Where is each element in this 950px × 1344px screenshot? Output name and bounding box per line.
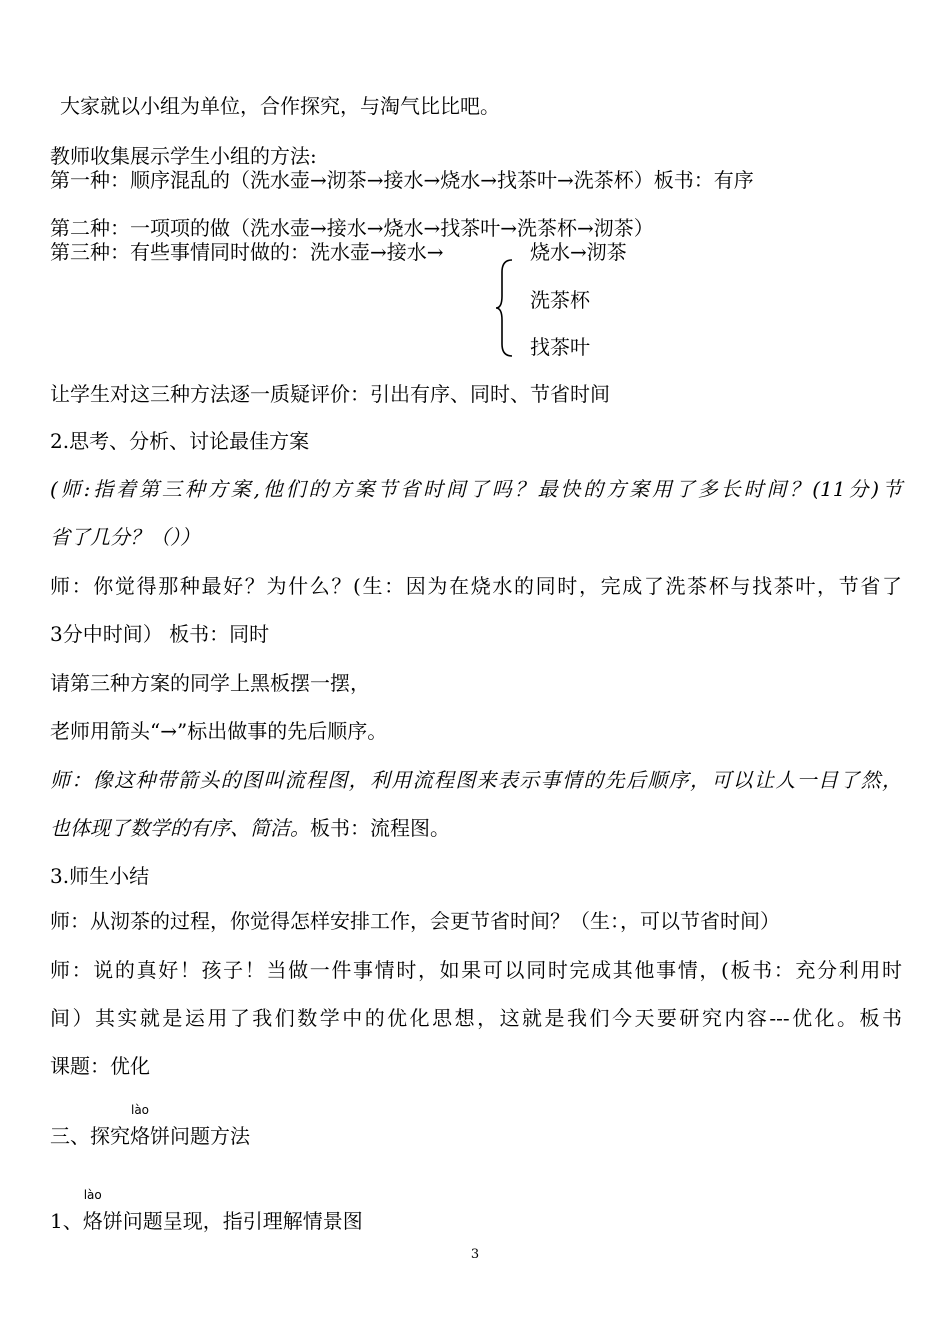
curly-brace-icon: [494, 258, 516, 358]
section-heading-3: 3.师生小结: [50, 864, 150, 888]
branch-boil-water: 烧水→沏茶: [530, 240, 627, 264]
flowchart-explanation-line2: [50, 816, 450, 840]
paragraph-intro: 大家就以小组为单位，合作探究，与淘气比比吧。: [60, 94, 500, 118]
method-three: 第三种：有些事情同时做的：洗水壶→接水→: [50, 240, 444, 264]
ruby-lao: lào 烙: [82, 1188, 103, 1233]
ruby-lao: lào 烙: [130, 1103, 150, 1148]
summary-line1: 师：说的真好！孩子！当做一件事情时，如果可以同时完成其他事情，(板书：充分利用时: [50, 958, 902, 982]
paragraph-collect-methods: 教师收集展示学生小组的方法:: [50, 144, 317, 168]
paragraph-evaluate: 让学生对这三种方法逐一质疑评价：引出有序、同时、节省时间: [50, 382, 610, 406]
page-number: 3: [470, 1247, 480, 1262]
flowchart-explanation-italic: 也体现了数学的有序、简洁。: [50, 816, 310, 840]
flowchart-explanation-line1: 师：像这种带箭头的图叫流程图，利用流程图来表示事情的先后顺序，可以让人一目了然，: [50, 768, 902, 792]
summary-line2: 间）其实就是运用了我们数学中的优化思想，这就是我们今天要研究内容---优化。板书: [50, 1006, 902, 1030]
teacher-discussion-line1: 师：你觉得那种最好？为什么？(生：因为在烧水的同时，完成了洗茶杯与找茶叶，节省了: [50, 574, 902, 598]
subsection-heading-1: 1、 lào 烙饼问题呈现，指引理解情景图: [50, 1188, 363, 1233]
flowchart-board-note: 板书：流程图。: [310, 816, 450, 840]
section-heading-three: 三、探究 lào 烙饼问题方法: [50, 1103, 250, 1148]
paragraph-blackboard: 请第三种方案的同学上黑板摆一摆，: [50, 671, 370, 695]
summary-line3: 课题：优化: [50, 1054, 150, 1078]
method-two: 第二种：一项项的做（洗水壶→接水→烧水→找茶叶→洗茶杯→沏茶）: [50, 216, 654, 240]
method-one: 第一种：顺序混乱的（洗水壶→沏茶→接水→烧水→找茶叶→洗茶杯）板书：有序: [50, 168, 754, 192]
section-heading-2: 2.思考、分析、讨论最佳方案: [50, 429, 310, 453]
paragraph-arrows: 老师用箭头“→”标出做事的先后顺序。: [50, 719, 388, 743]
teacher-discussion-line2: 3分中时间） 板书：同时: [50, 622, 270, 646]
summary-question: 师：从沏茶的过程，你觉得怎样安排工作，会更节省时间？（生：，可以节省时间）: [50, 909, 780, 933]
branch-find-tea: 找茶叶: [530, 335, 590, 359]
branch-wash-cups: 洗茶杯: [530, 288, 590, 312]
teacher-question-line2: 省了几分？（））: [50, 525, 200, 549]
teacher-question-line1: (师:指着第三种方案,他们的方案节省时间了吗？最快的方案用了多长时间？(11分)节: [50, 477, 902, 501]
